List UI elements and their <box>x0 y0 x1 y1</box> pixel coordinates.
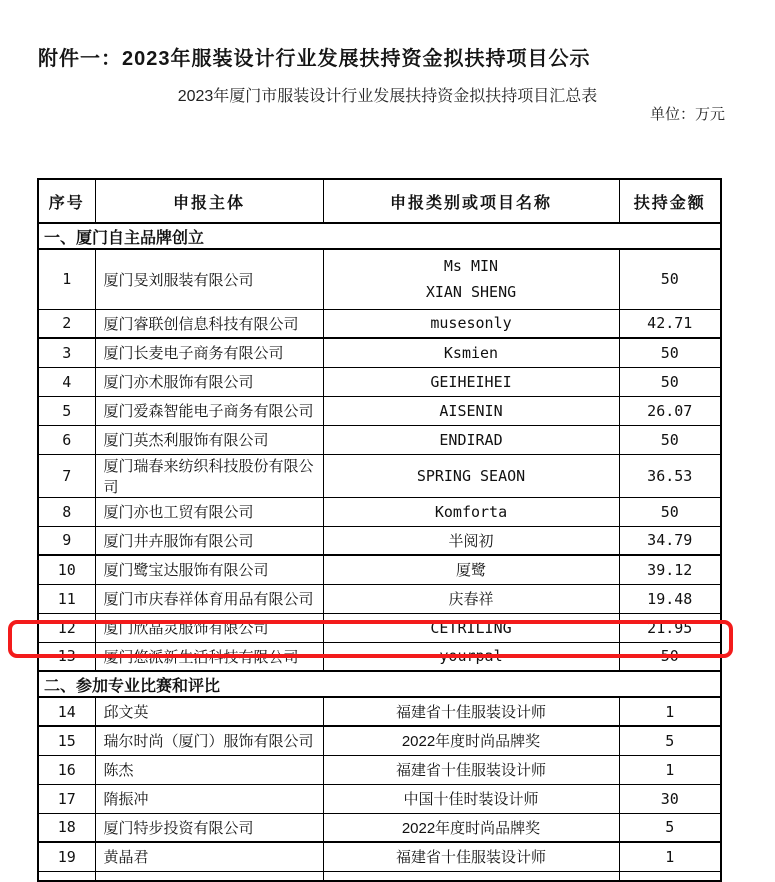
cell-project <box>323 726 619 755</box>
table-row <box>38 425 721 454</box>
cell-amount: 34.79 <box>619 526 721 555</box>
table-title: 2023年厦门市服装设计行业发展扶持资金拟扶持项目汇总表 <box>177 88 598 105</box>
cell-applicant: 厦门悠派新生活科技有限公司 <box>95 642 323 671</box>
project-name-line: SPRING SEAON <box>416 466 526 485</box>
cell-applicant: 厦门长麦电子商务有限公司 <box>95 338 323 367</box>
cell-project <box>323 497 619 526</box>
cell-applicant: 厦门睿联创信息科技有限公司 <box>95 309 323 338</box>
cell-project <box>323 813 619 842</box>
cell-project <box>323 526 619 555</box>
cell-project <box>323 425 619 454</box>
cell-project <box>323 784 619 813</box>
cell-amount: 50 <box>619 338 721 367</box>
cell-amount: 5 <box>619 726 721 755</box>
cell-project <box>323 697 619 726</box>
cell-project <box>323 642 619 671</box>
cell-applicant: 厦门爱森智能电子商务有限公司 <box>95 396 323 425</box>
attachment-title: 附件一：2023年服装设计行业发展扶持资金拟扶持项目公示 <box>38 48 591 70</box>
cell-amount: 42.71 <box>619 309 721 338</box>
cell-amount: 50 <box>619 425 721 454</box>
project-name-line: yourpal <box>439 647 503 666</box>
cell-serial: 1 <box>38 249 95 309</box>
table-header <box>38 179 721 223</box>
cell-amount: 19.48 <box>619 584 721 613</box>
cell-project <box>323 613 619 642</box>
project-name-line: 2022年度时尚品牌奖 <box>401 733 541 751</box>
cell-amount: 50 <box>619 367 721 396</box>
project-name-line: 中国十佳时装设计师 <box>403 791 539 808</box>
project-name-line: 2022年度时尚品牌奖 <box>401 819 541 837</box>
cell-project <box>323 584 619 613</box>
header-row <box>38 179 721 223</box>
cell-amount: 36.53 <box>619 454 721 497</box>
table-row-highlighted <box>38 642 721 671</box>
cell-amount: 30 <box>619 784 721 813</box>
header-cell-applicant: 申报主体 <box>95 179 323 223</box>
cell-serial: 16 <box>38 755 95 784</box>
cell-serial: 8 <box>38 497 95 526</box>
cell-serial: 15 <box>38 726 95 755</box>
section-title: 二、参加专业比赛和评比 <box>38 671 721 697</box>
project-name-line: CETRILING <box>430 618 512 637</box>
table-row <box>38 613 721 642</box>
cell-applicant: 厦门英杰利服饰有限公司 <box>95 425 323 454</box>
partial-cell <box>323 871 619 881</box>
partial-row <box>38 871 721 881</box>
cell-applicant: 厦门瑞春来纺织科技股份有限公司 <box>95 454 323 497</box>
cell-amount: 5 <box>619 813 721 842</box>
cell-serial: 13 <box>38 642 95 671</box>
project-name-line: ENDIRAD <box>439 430 503 449</box>
cell-project <box>323 755 619 784</box>
table-row <box>38 526 721 555</box>
table-row <box>38 697 721 726</box>
header-cell-project: 申报类别或项目名称 <box>323 179 619 223</box>
fund-table <box>37 178 722 882</box>
project-name-line: Komforta <box>434 502 508 521</box>
table-row <box>38 396 721 425</box>
table-row <box>38 813 721 842</box>
cell-serial: 17 <box>38 784 95 813</box>
cell-serial: 10 <box>38 555 95 584</box>
header-cell-no: 序号 <box>38 179 95 223</box>
table-row <box>38 584 721 613</box>
cell-serial: 18 <box>38 813 95 842</box>
table-row <box>38 454 721 497</box>
project-name-line: Ksmien <box>443 343 499 362</box>
cell-amount: 1 <box>619 697 721 726</box>
cell-amount: 39.12 <box>619 555 721 584</box>
project-name-line: musesonly <box>430 314 512 333</box>
cell-amount: 26.07 <box>619 396 721 425</box>
cell-applicant: 厦门市庆春祥体育用品有限公司 <box>95 584 323 613</box>
cell-amount: 50 <box>619 497 721 526</box>
table-row <box>38 726 721 755</box>
cell-applicant: 厦门旻刘服装有限公司 <box>95 249 323 309</box>
cell-amount: 21.95 <box>619 613 721 642</box>
table-row <box>38 755 721 784</box>
cell-project <box>323 338 619 367</box>
table-row <box>38 309 721 338</box>
section-title: 一、厦门自主品牌创立 <box>38 223 721 249</box>
cell-project <box>323 454 619 497</box>
cell-applicant: 陈杰 <box>95 755 323 784</box>
cell-applicant: 厦门亦也工贸有限公司 <box>95 497 323 526</box>
project-name-line: Ms MIN <box>443 257 499 276</box>
project-name-line: 厦鹭 <box>455 562 486 580</box>
table-row <box>38 249 721 309</box>
section-row <box>38 671 721 697</box>
cell-serial: 7 <box>38 454 95 497</box>
cell-serial: 14 <box>38 697 95 726</box>
table-body <box>38 223 721 881</box>
partial-cell <box>95 871 323 881</box>
unit-label: 单位：万元 <box>649 106 725 123</box>
table-row <box>38 367 721 396</box>
cell-serial: 2 <box>38 309 95 338</box>
cell-applicant: 隋振冲 <box>95 784 323 813</box>
cell-applicant: 厦门井卉服饰有限公司 <box>95 526 323 555</box>
header-cell-amount: 扶持金额 <box>619 179 721 223</box>
project-name-line: 庆春祥 <box>448 591 494 608</box>
cell-serial: 19 <box>38 842 95 871</box>
project-name-line: AISENIN <box>439 401 503 420</box>
cell-project <box>323 396 619 425</box>
cell-amount: 50 <box>619 249 721 309</box>
cell-serial: 4 <box>38 367 95 396</box>
partial-cell <box>619 871 721 881</box>
table-row <box>38 784 721 813</box>
cell-project <box>323 249 619 309</box>
section-row <box>38 223 721 249</box>
cell-project <box>323 309 619 338</box>
table-row <box>38 497 721 526</box>
table-row <box>38 555 721 584</box>
partial-cell <box>38 871 95 881</box>
cell-applicant: 厦门欣晶灵服饰有限公司 <box>95 613 323 642</box>
cell-project <box>323 555 619 584</box>
cell-project <box>323 367 619 396</box>
cell-serial: 9 <box>38 526 95 555</box>
cell-applicant: 厦门鹭宝达服饰有限公司 <box>95 555 323 584</box>
project-name-line: 福建省十佳服装设计师 <box>395 704 546 721</box>
cell-serial: 11 <box>38 584 95 613</box>
project-name-line: 福建省十佳服装设计师 <box>395 762 546 779</box>
cell-serial: 6 <box>38 425 95 454</box>
cell-amount: 50 <box>619 642 721 671</box>
cell-applicant: 瑞尔时尚（厦门）服饰有限公司 <box>95 726 323 755</box>
project-name-line: 福建省十佳服装设计师 <box>395 849 546 867</box>
project-name-line: 半阅初 <box>448 532 494 550</box>
cell-applicant: 黄晶君 <box>95 842 323 871</box>
cell-applicant: 厦门特步投资有限公司 <box>95 813 323 842</box>
cell-serial: 3 <box>38 338 95 367</box>
cell-serial: 5 <box>38 396 95 425</box>
cell-amount: 1 <box>619 842 721 871</box>
project-name-line: XIAN SHENG <box>425 283 517 302</box>
cell-applicant: 厦门亦术服饰有限公司 <box>95 367 323 396</box>
project-name-line: GEIHEIHEI <box>430 372 512 391</box>
cell-applicant: 邱文英 <box>95 697 323 726</box>
cell-amount: 1 <box>619 755 721 784</box>
table-row <box>38 338 721 367</box>
cell-serial: 12 <box>38 613 95 642</box>
